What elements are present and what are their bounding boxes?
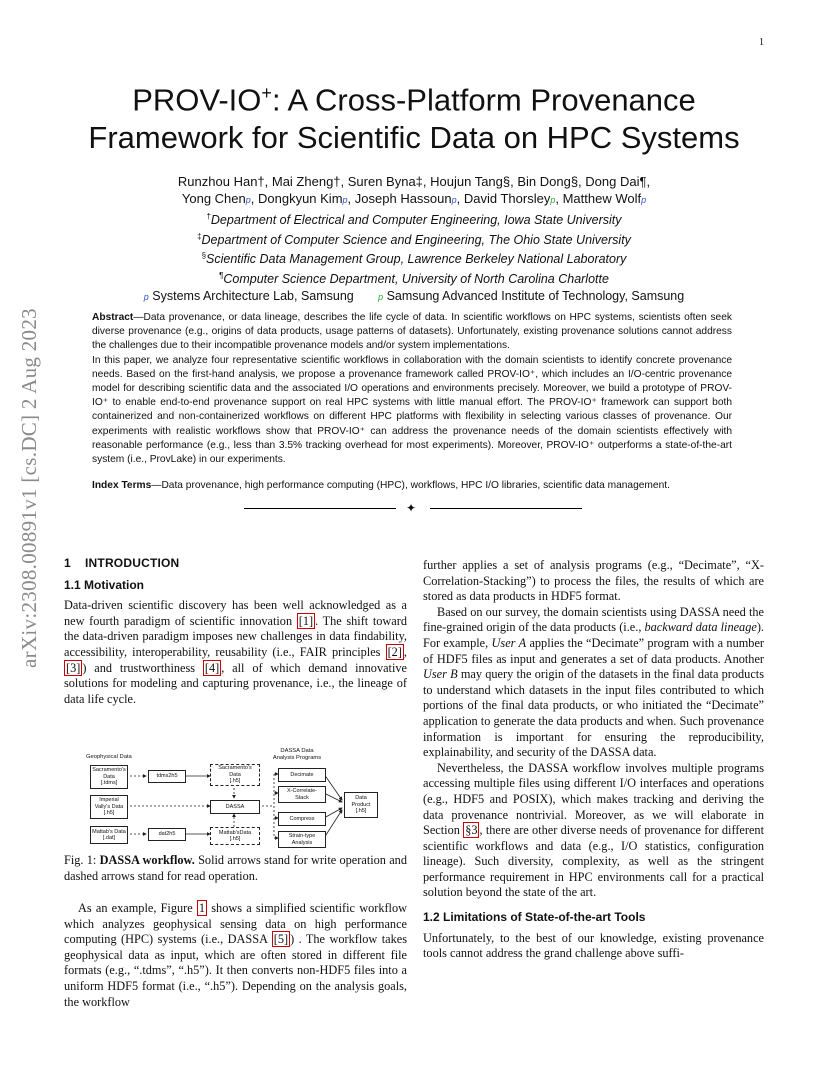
- section-link[interactable]: §3: [465, 823, 478, 838]
- affiliations: [0, 209, 828, 305]
- box-compress: Compress: [278, 812, 326, 826]
- abstract: [92, 311, 732, 467]
- figure-dassa-label: DASSA Data Analysis Programs: [272, 748, 322, 761]
- box-dassa: DASSA: [210, 800, 260, 814]
- left-column: [64, 556, 407, 707]
- samsung-mark: p: [451, 195, 457, 205]
- affiliation-4: ¶Computer Science Department, University of North Carolina Charlotte: [219, 270, 609, 287]
- box-mattab-dat: Mattab's Data [.dat]: [90, 826, 128, 844]
- samsung-ait-mark: p: [550, 195, 556, 205]
- right-paragraph-1: further applies a set of analysis programs (e.g., “Decimate”, “X-Correlation-Stacking”) to process the files, the results of which are stored as data products in HDF5 format.: [423, 558, 764, 604]
- index-label: Index Terms: [92, 480, 152, 491]
- box-decimate: Decimate: [278, 768, 326, 782]
- box-tdms2h5: tdms2h5: [148, 770, 186, 783]
- index-terms: [92, 479, 732, 493]
- citation-link[interactable]: [1]: [298, 613, 314, 628]
- citation-link[interactable]: [3]: [66, 660, 81, 675]
- right-column: [423, 558, 764, 962]
- author-thorsley: David Thorsley: [463, 191, 551, 206]
- authors-line2: Yong Chenp, Dongkyun Kimp, Joseph Hassounp, David Thorsleyp, Matthew Wolfp: [181, 191, 647, 206]
- divider-diamond-icon: ✦: [406, 501, 417, 515]
- author-kim: Dongkyun Kim: [257, 191, 343, 206]
- section-divider: [244, 501, 584, 515]
- right-paragraph-4: Unfortunately, to the best of our knowledge, existing provenance tools cannot address the grand challenge above suffi-: [423, 930, 764, 961]
- paper-title: [0, 74, 828, 157]
- right-paragraph-2: Based on our survey, the domain scientists using DASSA need the fine-grained origin of the data products (i.e., backward data lineage). For example, User A applies the “Decimate” program with a number of HDF5 files as input and generates a set of data products. Another User B may query the origin of the datasets in the final data products to understand which datasets in the input files contributed to which portions of the final data products, or who initiated the “Decimate” application to generate the data products and when. Such provenance information is important for ensuring the reproducibility, explainability, and security of the DASSA data.: [423, 604, 764, 760]
- box-sacramento-h5: Sacramento's Data [.h5]: [210, 764, 260, 786]
- title-line1-prefix: PROV-IO: [132, 82, 262, 118]
- subsection-1-1-heading: 1.1 Motivation: [64, 577, 145, 592]
- box-imperial-h5: Imperial Vally's Data [.h5]: [90, 795, 128, 819]
- samsung-mark: p: [245, 195, 251, 205]
- box-dat2h5: dat2h5: [148, 828, 186, 841]
- figure-link[interactable]: 1: [198, 901, 206, 915]
- section-1-heading: 1 INTRODUCTION: [64, 556, 180, 570]
- author-wolf: Matthew Wolf: [562, 191, 642, 206]
- left-column-lower: [64, 901, 407, 1010]
- box-sacramento-tdms: Sacramento's Data [.tdms]: [90, 765, 128, 789]
- box-data-product: Data Product [.h5]: [344, 792, 378, 818]
- author-chen: Yong Chen: [181, 191, 246, 206]
- figure-1-caption: Fig. 1: DASSA workflow. Solid arrows stand for write operation and dashed arrows stand for read operation.: [64, 853, 407, 883]
- author-hassoun: Joseph Hassoun: [354, 191, 452, 206]
- citation-link[interactable]: [5]: [273, 932, 289, 947]
- figure-1-dassa-workflow: [86, 748, 386, 848]
- title-line1-rest: : A Cross-Platform Provenance: [271, 82, 696, 118]
- box-strain: Strain-type Analysis: [278, 831, 326, 848]
- samsung-mark: p: [641, 195, 647, 205]
- right-paragraph-3: Nevertheless, the DASSA workflow involves multiple programs accessing multiple files using different I/O interfaces and operations (e.g., HDF5 and POSIX), which makes tracking and deriving the data provenance nontrivial. Moreover, as we will elaborate in Section §3 , there are other diverse needs of provenance for different scientific workflows and data (e.g., I/O statistics, configuration lineage). Such diversity, complexity, as well as the stringent performance requirement in HPC environments call for a practical solution beyond the state of the art.: [423, 760, 764, 900]
- arxiv-stamp: arXiv:2308.00891v1 [cs.DC] 2 Aug 2023: [17, 308, 41, 668]
- citation-link[interactable]: [2]: [387, 644, 402, 659]
- abstract-p1: Abstract—Data provenance, or data lineage, describes the life cycle of data. In scientific workflows on HPC systems, scientists often seek diverse provenance (e.g., origins of data products, usage patterns of datasets). Unfortunately, existing provenance solutions cannot address the challenges due to their incompatible provenance models and/or system implementations.: [92, 312, 732, 352]
- figure-geo-label: Geophysical Data: [86, 754, 132, 760]
- index-text: —Data provenance, high performance computing (HPC), workflows, HPC I/O libraries, scientific data management.: [151, 480, 670, 491]
- samsung-mark: p: [342, 195, 348, 205]
- affiliation-1: †Department of Electrical and Computer Engineering, Iowa State University: [206, 212, 622, 228]
- title-line2: Framework for Scientific Data on HPC Systems: [88, 120, 740, 156]
- affiliation-5: p Systems Architecture Lab, Samsung p Samsung Advanced Institute of Technology, Samsung: [143, 288, 685, 303]
- page-number: 1: [759, 37, 764, 48]
- affiliation-2: ‡Department of Computer Science and Engineering, The Ohio State University: [197, 231, 631, 247]
- abstract-p2: In this paper, we analyze four representative scientific workflows in collaboration with the domain scientists to identify concrete provenance needs. Based on the first-hand analysis, we propose a provenance framework called PROV-IO⁺, which includes an I/O-centric provenance model for describing scientific data and the associated I/O operations and environments precisely. Moreover, we build a prototype of PROV-IO⁺ to enable end-to-end provenance support on real HPC systems with little manual effort. The PROV-IO⁺ framework can support both containerized and non-containerized workflows on different HPC platforms with flexibility in selecting various classes of provenance. Our experiments with realistic workflows show that PROV-IO⁺ can address the provenance needs of the domain scientists effectively with reasonable performance (e.g., less than 3.5% tracking overhead for most experiments). Moreover, PROV-IO⁺ outperforms a state-of-the-art system (i.e., ProvLake) in our experiments.: [92, 354, 732, 466]
- left-paragraph-2: As an example, Figure 1 shows a simplified scientific workflow which analyzes geophysical sensing data on high performance computing (HPC) systems (i.e., DASSA [5] ) . The workflow takes geophysical data as input, which are often stored in different file formats (e.g., “.tdms”, “.h5”). It then converts non-HDF5 files into a uniform HDF5 format (i.e., “.h5”). Depending on the analysis goals, the workflow: [64, 901, 408, 1009]
- citation-link[interactable]: [4]: [204, 660, 220, 675]
- authors-line1: Runzhou Han†, Mai Zheng†, Suren Byna‡, Houjun Tang§, Bin Dong§, Dong Dai¶,: [177, 174, 651, 189]
- box-mattab-h5: Mattab'sData [.h5]: [210, 827, 260, 845]
- box-xcorrelate: X-Correlate- Stack: [278, 786, 326, 803]
- affiliation-3: §Scientific Data Management Group, Lawrence Berkeley National Laboratory: [201, 251, 627, 267]
- subsection-1-2-heading: 1.2 Limitations of State-of-the-art Tools: [423, 910, 646, 925]
- left-paragraph-1: Data-driven scientific discovery has been well acknowledged as a new fourth paradigm of scientific innovation [1] . The shift toward the data-driven paradigm imposes new challenges in data findability, accessibility, interoperability, reusability (i.e., FAIR principles [2] , [3] ) and trustworthiness [4] , all of which demand innovative solutions for modeling and capturing provenance, i.e., the lineage of data life cycle.: [64, 598, 408, 706]
- title-sup: +: [261, 83, 272, 103]
- authors: [0, 173, 828, 209]
